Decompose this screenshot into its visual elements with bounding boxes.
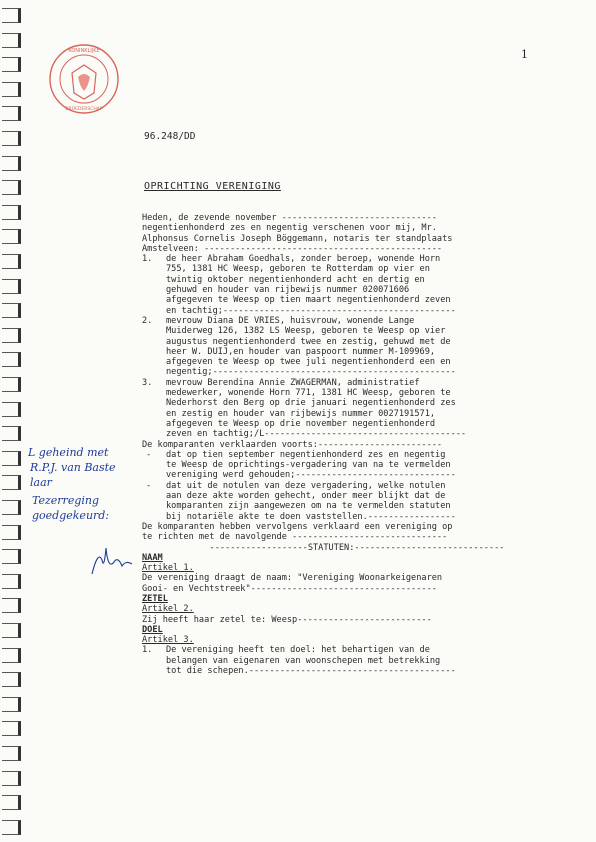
binder-tab (2, 672, 21, 687)
page-number: 1 (521, 48, 528, 61)
binder-tab (2, 623, 21, 638)
declaration-item-line: te Weesp de oprichtings-vergadering van na te vermelden (166, 460, 451, 471)
article-text-line: Zij heeft haar zetel te: Weesp-------------------------- (142, 614, 432, 625)
handwritten-note-line: L geheind met (28, 446, 109, 459)
binder-tab (2, 451, 21, 466)
binder-tab (2, 721, 21, 736)
handwritten-signature (88, 540, 138, 580)
party-line: Muiderweg 126, 1382 LS Weesp, geboren te Weesp op vier (166, 326, 446, 337)
intro-line: negentienhonderd zes en negentig verschenen voor mij, Mr. (142, 223, 437, 234)
binder-tab (2, 402, 21, 417)
doel-line: belangen van eigenaren van woonschepen met betrekking (166, 655, 441, 666)
document-reference: 96.248/DD (144, 131, 196, 142)
party-item (142, 378, 572, 440)
binder-tab (2, 820, 21, 835)
binder-tab (2, 205, 21, 220)
section-heading: DOEL (142, 624, 163, 635)
statuten-heading: -------------------STATUTEN:----------------------------- (209, 542, 505, 553)
notary-seal-stamp (48, 43, 120, 115)
binder-tab (2, 229, 21, 244)
handwritten-note-line: laar (30, 476, 52, 489)
svg-text:BROEDERSCHAP: BROEDERSCHAP (65, 107, 103, 112)
party-line: afgegeven te Weesp op tien maart negentienhonderd zeven (166, 295, 451, 306)
doel-item (142, 645, 572, 676)
party-line: medewerker, wonende Horn 771, 1381 HC Weesp, geboren te (166, 388, 451, 399)
binder-tab (2, 500, 21, 515)
binder-tab (2, 598, 21, 613)
binder-tab (2, 106, 21, 121)
doel-line: De vereniging heeft ten doel: het behartigen van de (166, 645, 430, 656)
party-line: afgegeven te Weesp op drie november negentienhonderd (166, 418, 436, 429)
party-line: de heer Abraham Goedhals, zonder beroep, wonende Horn (166, 254, 441, 265)
declaration-item-line: vereniging werd gehouden;------------------------------- (166, 470, 456, 481)
declaration-item-line: dat op tien september negentienhonderd zes en negentig (166, 449, 446, 460)
declaration-item (142, 481, 572, 522)
svg-text:KONINKLIJKE: KONINKLIJKE (68, 48, 100, 54)
party-line: gehuwd en houder van rijbewijs nummer 020071606 (166, 285, 410, 296)
party-line: mevrouw Diana DE VRIES, huisvrouw, wonende Lange (166, 315, 415, 326)
binder-tab (2, 279, 21, 294)
party-line: augustus negentienhonderd twee en zestig, gehuwd met de (166, 336, 451, 347)
handwritten-note-line: goedgekeurd: (32, 509, 110, 522)
party-line: en zestig en houder van rijbewijs nummer 0027191571, (166, 408, 436, 419)
binder-tab (2, 254, 21, 269)
article-heading: Artikel 3. (142, 635, 194, 646)
party-line: twintig oktober negentienhonderd acht en dertig en (166, 274, 425, 285)
intro-line: Alphonsus Cornelis Joseph Böggemann, notaris ter standplaats (142, 233, 453, 244)
binder-tab (2, 180, 21, 195)
party-line: mevrouw Berendina Annie ZWAGERMAN, administratief (166, 377, 420, 388)
party-number: 3. (142, 377, 153, 388)
party-line: heer W. DUIJ,en houder van paspoort nummer M-109969, (166, 346, 436, 357)
binder-tab (2, 33, 21, 48)
document-title: OPRICHTING VERENIGING (144, 181, 281, 192)
article-text-line: De vereniging draagt de naam: "Vereniging Woonarkeigenaren (142, 573, 443, 584)
binder-tab (2, 156, 21, 171)
party-line: zeven en tachtig;/L--------------------------------------- (166, 429, 467, 440)
deed-body (142, 213, 572, 676)
section-heading: NAAM (142, 552, 163, 563)
party-item (142, 316, 572, 378)
binder-tab (2, 525, 21, 540)
declaration-item (142, 450, 572, 481)
handwritten-note-line: R.P.J. van Baste (30, 461, 116, 474)
party-line: negentig;----------------------------------------------- (166, 367, 456, 378)
intro-line: Amstelveen: ---------------------------------------------- (142, 243, 443, 254)
doel-line: tot die schepen.---------------------------------------- (166, 666, 456, 677)
binder-tab (2, 303, 21, 318)
declaration-item-line: komparanten zijn aangewezen om na te vermelden statuten (166, 501, 451, 512)
party-number: 1. (142, 254, 153, 265)
binder-tab (2, 131, 21, 146)
binder-tab (2, 746, 21, 761)
binder-tab (2, 549, 21, 564)
handwritten-note-line: Tezerreging (32, 494, 100, 507)
declaration-item-line: dat uit de notulen van deze vergadering, welke notulen (166, 480, 446, 491)
dash-bullet: - (146, 480, 152, 491)
binder-tab (2, 57, 21, 72)
declaration-item-line: bij notariële akte te doen vaststellen.----------------- (166, 511, 456, 522)
binder-tab (2, 574, 21, 589)
closing-line: De komparanten hebben vervolgens verklaard een vereniging op (142, 521, 453, 532)
binder-tab (2, 648, 21, 663)
article-text-line: Gooi- en Vechtstreek"------------------------------------ (142, 583, 437, 594)
binder-tab (2, 328, 21, 343)
binder-tab (2, 475, 21, 490)
binder-tab (2, 697, 21, 712)
declaration-line: De komparanten verklaarden voorts:------------------------ (142, 439, 443, 450)
binder-tab (2, 426, 21, 441)
dash-bullet: - (146, 449, 152, 460)
doel-number: 1. (142, 645, 153, 656)
party-line: 755, 1381 HC Weesp, geboren te Rotterdam op vier en (166, 264, 430, 275)
party-line: Nederhorst den Berg op drie januari negentienhonderd zes (166, 398, 456, 409)
party-number: 2. (142, 315, 153, 326)
party-line: en tachtig;--------------------------------------------- (166, 305, 456, 316)
binder-tab (2, 795, 21, 810)
binder-tab (2, 377, 21, 392)
intro-line: Heden, de zevende november ------------------------------ (142, 213, 437, 223)
party-item (142, 254, 572, 316)
binder-tab (2, 771, 21, 786)
declaration-item-line: aan deze akte worden gehecht, onder meer blijkt dat de (166, 491, 446, 502)
binder-tab (2, 82, 21, 97)
section-heading: ZETEL (142, 593, 168, 604)
article-heading: Artikel 1. (142, 563, 194, 574)
party-line: afgegeven te Weesp op twee juli negentienhonderd een en (166, 357, 451, 368)
binder-edge (0, 0, 22, 842)
binder-tab (2, 352, 21, 367)
binder-tab (2, 8, 21, 23)
closing-line: te richten met de navolgende ------------------------------ (142, 532, 448, 543)
article-heading: Artikel 2. (142, 604, 194, 615)
